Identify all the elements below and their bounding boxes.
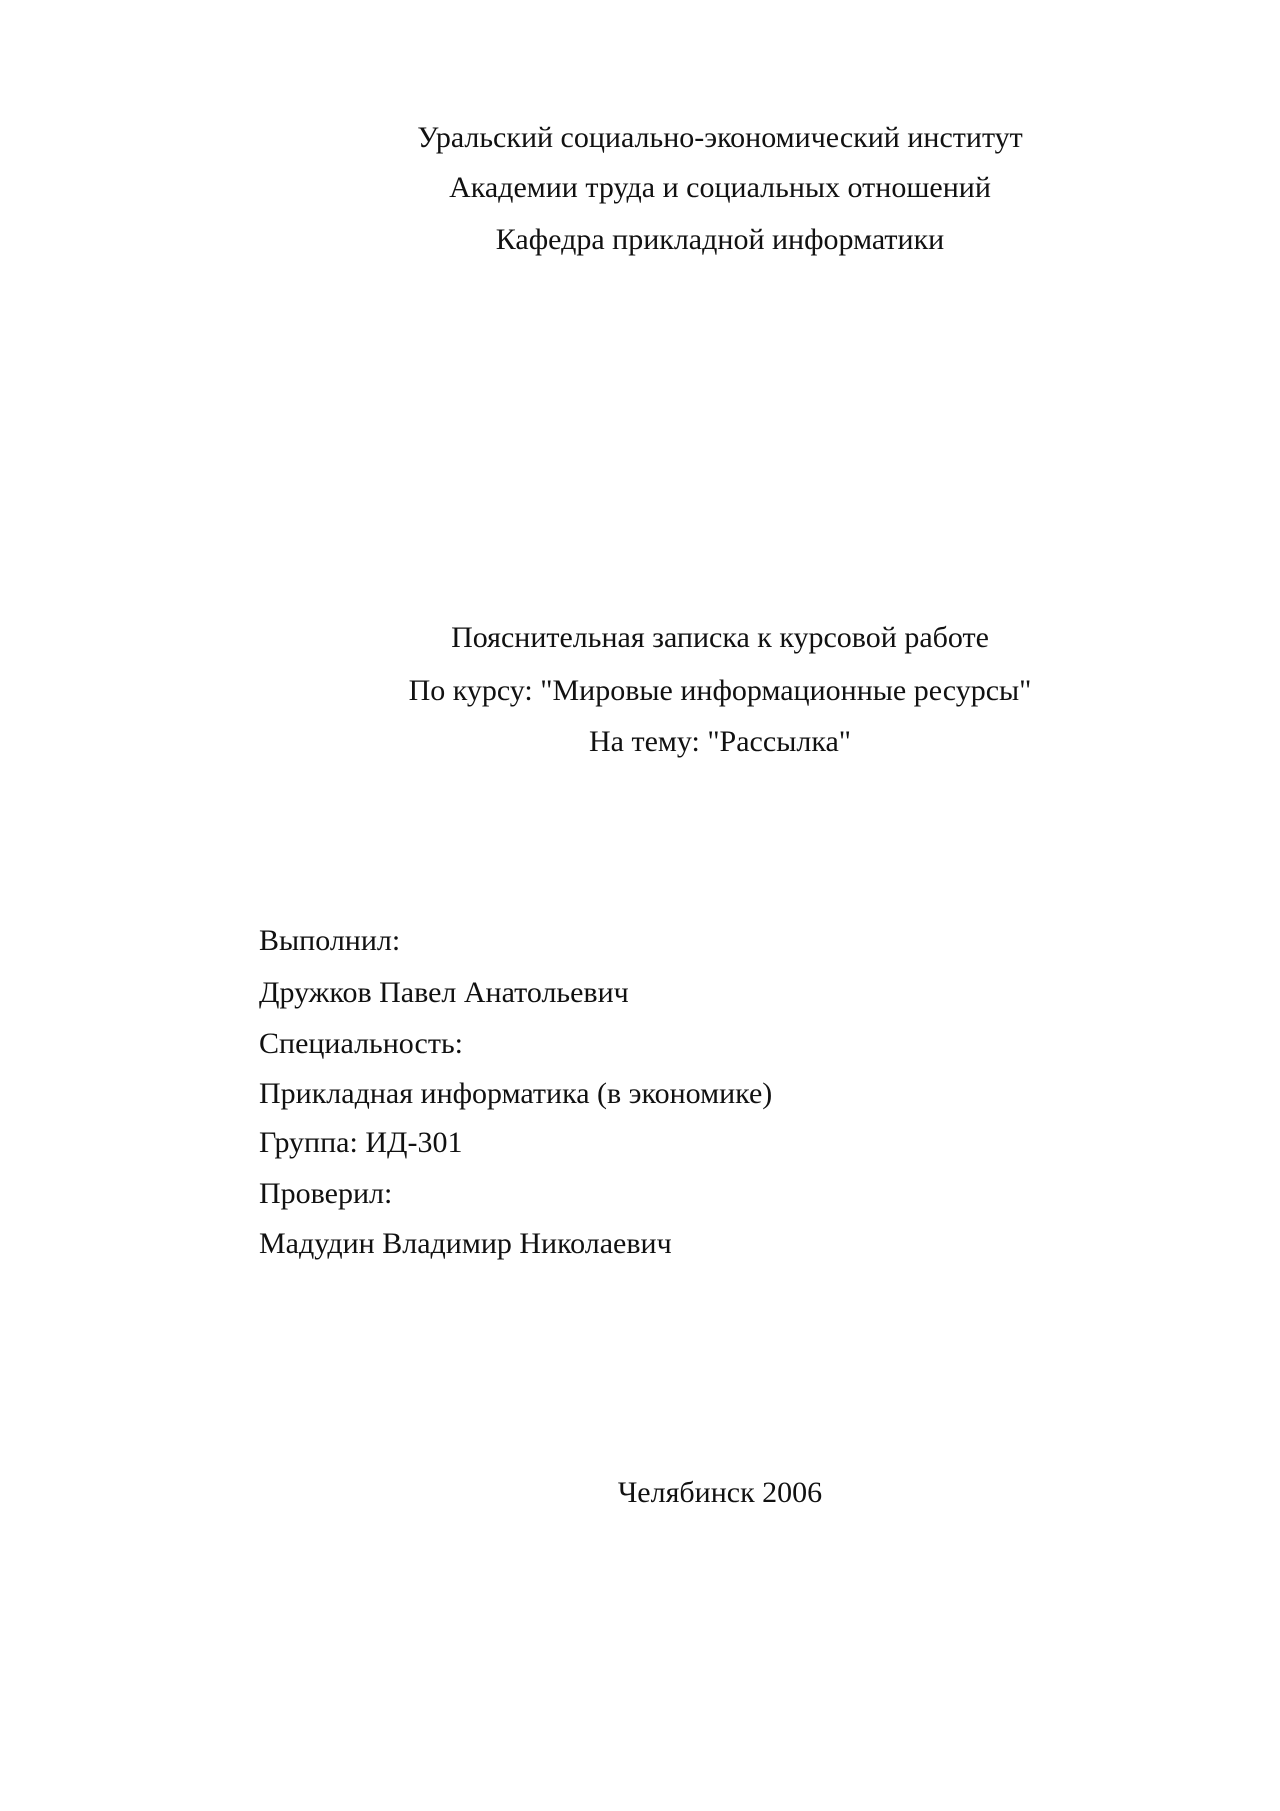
checked-name: Мадудин Владимир Николаевич bbox=[259, 1227, 672, 1260]
group-value: Группа: ИД-301 bbox=[259, 1126, 463, 1159]
checked-label: Проверил: bbox=[259, 1177, 393, 1210]
specialty-value: Прикладная информатика (в экономике) bbox=[259, 1077, 773, 1110]
performed-name: Дружков Павел Анатольевич bbox=[259, 976, 629, 1009]
city-year: Челябинск 2006 bbox=[617, 1476, 823, 1509]
academy-name: Академии труда и социальных отношений bbox=[449, 171, 991, 204]
performed-label: Выполнил: bbox=[259, 924, 401, 957]
document-title: Пояснительная записка к курсовой работе bbox=[451, 621, 989, 654]
department-name: Кафедра прикладной информатики bbox=[495, 223, 945, 256]
institute-name: Уральский социально-экономический институт bbox=[417, 121, 1023, 154]
course-name: По курсу: "Мировые информационные ресурсы" bbox=[408, 674, 1032, 707]
topic-name: На тему: "Рассылка" bbox=[588, 725, 852, 758]
specialty-label: Специальность: bbox=[259, 1027, 463, 1060]
